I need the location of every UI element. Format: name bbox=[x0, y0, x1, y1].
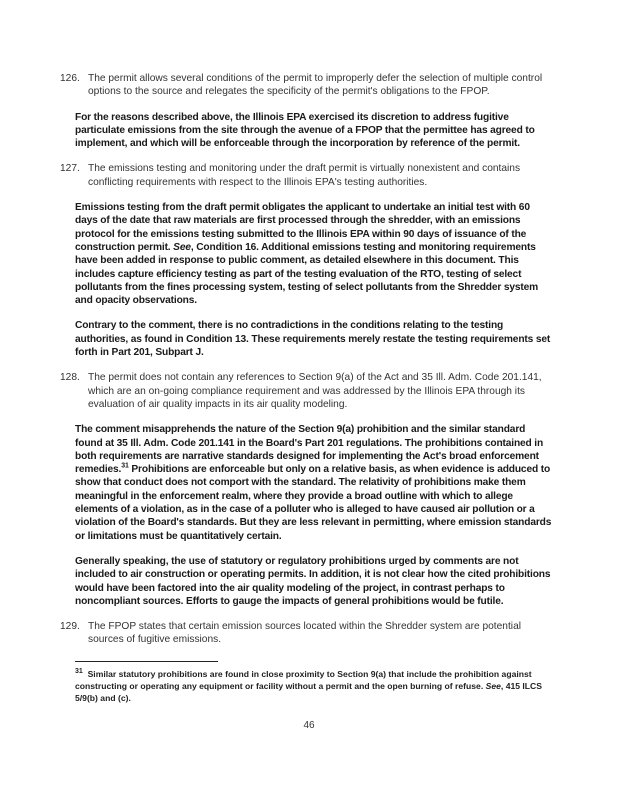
response-127-authorities: Contrary to the comment, there is no contradictions in the conditions relating to the testing authorities, as found in Condition 13. These requirements merely restate the testing requirements set forth in Part 201, Subpart J. bbox=[75, 320, 551, 359]
item-number: 128. bbox=[60, 372, 80, 384]
footnote-divider bbox=[75, 661, 218, 662]
footnote bbox=[75, 668, 552, 704]
item-number: 126. bbox=[60, 73, 80, 84]
item-number: 127. bbox=[60, 163, 80, 175]
text: The comment misapprehends the nature of the Section 9(a) prohibition and the similar standard found at 35 Ill. Adm. Code 201.141 in the Board's Part 201 regulations. The prohibitions contained in both requirements are narrative standards designed for implementing the Act's broad enforcement remedies. bbox=[75, 424, 544, 476]
comment-129 bbox=[60, 620, 552, 647]
item-text: The permit does not contain any references to Section 9(a) of the Act and 35 Ill. Adm. Code 201.141, which are an on-going compliance requirement and was addressed by the Illinois EPA through its evaluation of air quality impacts in its air quality modeling. bbox=[88, 372, 542, 410]
item-number: 129. bbox=[60, 621, 80, 633]
response-126: For the reasons described above, the Illinois EPA exercised its discretion to address fugitive particulate emissions from the site through the avenue of a FPOP that the permittee has agreed to implement, and which will be enforceable through the incorporation by reference of the permit. bbox=[75, 111, 535, 150]
footnote-reference[interactable]: 31 bbox=[121, 462, 129, 470]
comment-127 bbox=[60, 162, 552, 189]
text: Similar statutory prohibitions are found in close proximity to Section 9(a) that include the prohibition against constructing or operating any equipment or facility without a permit and the open burning of refuse. bbox=[75, 668, 532, 691]
item-text: The emissions testing and monitoring under the draft permit is virtually nonexistent and contains conflicting requirements with respect to the Illinois EPA's testing authorities. bbox=[88, 163, 521, 188]
text: Emissions testing from the draft permit obligates the applicant to undertake an initial test with 60 days of the date that raw materials are first processed through the shredder, with an emissions protocol for the emissions testing submitted to the Illinois EPA within 90 days of issuance of the construction permit. bbox=[75, 202, 530, 253]
item-text: The permit allows several conditions of the permit to improperly defer the selection of multiple control options to the source and relegates the specificity of the permit's obligations to the FPOP. bbox=[88, 73, 543, 98]
item-text: The FPOP states that certain emission sources located within the Shredder system are potential sources of fugitive emissions. bbox=[88, 621, 521, 646]
comment-126 bbox=[60, 72, 552, 99]
response-127-testing bbox=[75, 201, 552, 307]
text: , 415 ILCS 5/9(b) and (c). bbox=[75, 680, 542, 703]
page-number: 46 bbox=[303, 719, 315, 731]
comment-128 bbox=[60, 371, 552, 411]
response-128-permits: Generally speaking, the use of statutory or regulatory prohibitions urged by comments are not included to air construction or operating permits. In addition, it is not clear how the cited prohibitions would have been factored into the air quality modeling of the project, in contrast perhaps to noncompliant sources. Efforts to gauge the impacts of general prohibitions would be futile. bbox=[75, 555, 551, 607]
response-128-prohibition bbox=[75, 423, 552, 543]
footnote-mark: 31 bbox=[75, 667, 83, 675]
citation-signal: See bbox=[173, 241, 191, 253]
text: Prohibitions are enforceable but only on a relative basis, as when evidence is adduced to show that conduct does not comport with the standard. The relativity of prohibitions make them meaningful in the enforcement realm, where they provide a broad outline with which to allege elements of a violation, as in the case of a polluter who is alleged to have caused air pollution or a violation of the Board's standards. But they are less relevant in permitting, where emission standards or limitations must be quantitatively certain. bbox=[75, 464, 552, 542]
text: , Condition 16. Additional emissions testing and monitoring requirements have been added in response to public comment, as detailed elsewhere in this document. This includes capture efficiency testing as part of the testing evaluation of the RTO, testing of select pollutants from the fines processing system, testing of select pollutants from the Shredder system and opacity observations. bbox=[75, 241, 539, 307]
citation-signal: See bbox=[485, 680, 501, 691]
